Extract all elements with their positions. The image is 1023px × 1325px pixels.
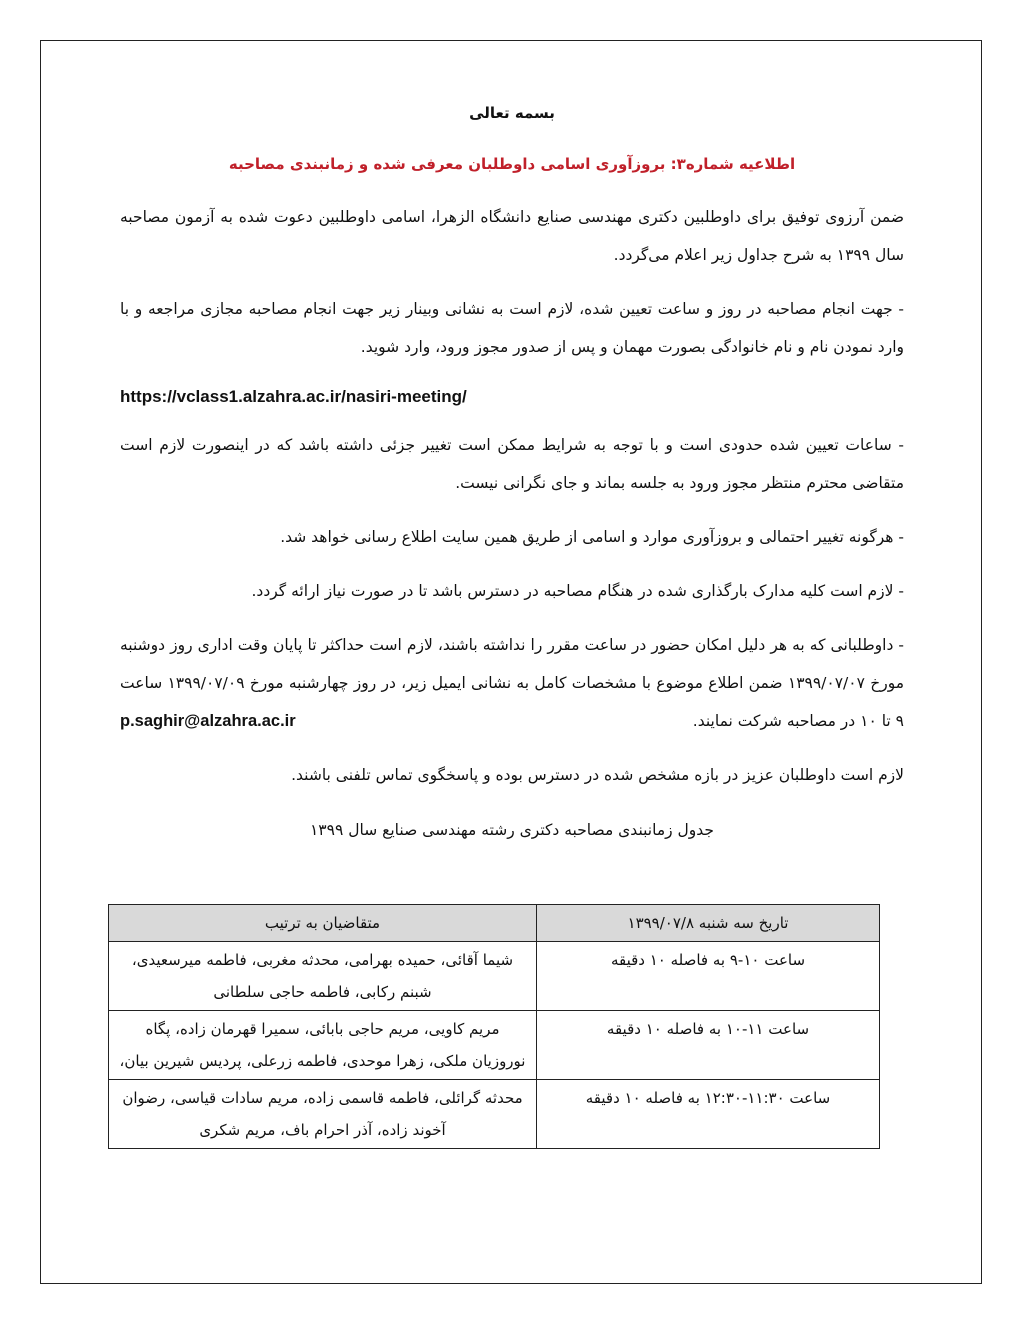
intro-paragraph: ضمن آرزوی توفیق برای داوطلبین دکتری مهندسی صنایع دانشگاه الزهرا، اسامی داوطلبین دعوت شده به آزمون مصاحبه سال ۱۳۹۹ به شرح جداول زیر اعلام می‌گردد. [120,208,904,264]
header-date-cell: تاریخ سه شنبه ۱۳۹۹/۰۷/۸ [537,905,880,942]
applicants-cell: شیما آقائی، حمیده بهرامی، محدثه مغربی، فاطمه میرسعیدی، شبنم رکابی، فاطمه حاجی سلطانی [109,942,537,1011]
schedule-table [108,904,880,1149]
schedule-table-title: جدول زمانبندی مصاحبه دکتری رشته مهندسی صنایع سال ۱۳۹۹ [309,821,715,839]
webinar-instruction: - جهت انجام مصاحبه در روز و ساعت تعیین شده، لازم است به نشانی وبینار زیر جهت انجام مصاحبه مجازی مراجعه و با وارد نمودن نام و نام خانوادگی بصورت مهمان و پس از صدور مجوز ورود، وارد شوید. [120,300,904,356]
invocation-heading: بسمه تعالی [469,104,555,122]
hours-note: - ساعات تعیین شده حدودی است و با توجه به شرایط ممکن است تغییر جزئی داشته باشد که در اینصورت لازم است متقاضی محترم منتظر مجوز ورود به جلسه بماند و جای نگرانی نیست. [120,436,904,492]
table-row [109,942,880,1011]
document-content [120,96,904,848]
webinar-link[interactable]: https://vclass1.alzahra.ac.ir/nasiri-meeting/ [120,387,467,406]
time-cell: ساعت ۱۱:۳۰-۱۲:۳۰ به فاصله ۱۰ دقیقه [537,1080,880,1149]
header-applicants-cell: متقاضیان به ترتیب [109,905,537,942]
applicants-cell: محدثه گرائلی، فاطمه قاسمی زاده، مریم سادات قیاسی، رضوان آخوند زاده، آذر احرام باف، مریم شکری [109,1080,537,1149]
table-row [109,1011,880,1080]
email-address[interactable]: p.saghir@alzahra.ac.ir [120,712,296,730]
documents-note: - لازم است کلیه مدارک بارگذاری شده در هنگام مصاحبه در دسترس باشد تا در صورت نیاز ارائه گردد. [251,582,904,600]
changes-note: - هرگونه تغییر احتمالی و بروزآوری موارد و اسامی از طریق همین سایت اطلاع رسانی خواهد شد. [280,528,904,546]
table-header-row [109,905,880,942]
absent-note [120,626,904,740]
applicants-cell: مریم کاویی، مریم حاجی بابائی، سمیرا قهرمان زاده، پگاه نوروزیان ملکی، زهرا موحدی، فاطمه زرعلی، پردیس شیرین بیان، [109,1011,537,1080]
availability-note: لازم است داوطلبان عزیز در بازه مشخص شده در دسترس بوده و پاسخگوی تماس تلفنی باشند. [291,766,904,784]
absent-note-text: - داوطلبانی که به هر دلیل امکان حضور در ساعت مقرر را نداشته باشند، لازم است حداکثر تا پایان وقت اداری روز دوشنبه مورخ ۱۳۹۹/۰۷/۰۷ ضمن اطلاع موضوع با مشخصات کامل به نشانی ایمیل زیر، در روز چهارشنبه مورخ ۱۳۹۹/۰۷/۰۹ ساعت ۹ تا ۱۰ در مصاحبه شرکت نمایند. [120,636,905,730]
table-row [109,1080,880,1149]
time-cell: ساعت ۱۰-۹ به فاصله ۱۰ دقیقه [537,942,880,1011]
notice-title: اطلاعیه شماره۳: بروزآوری اسامی داوطلبان معرفی شده و زمانبندی مصاحبه [228,155,796,173]
time-cell: ساعت ۱۱-۱۰ به فاصله ۱۰ دقیقه [537,1011,880,1080]
